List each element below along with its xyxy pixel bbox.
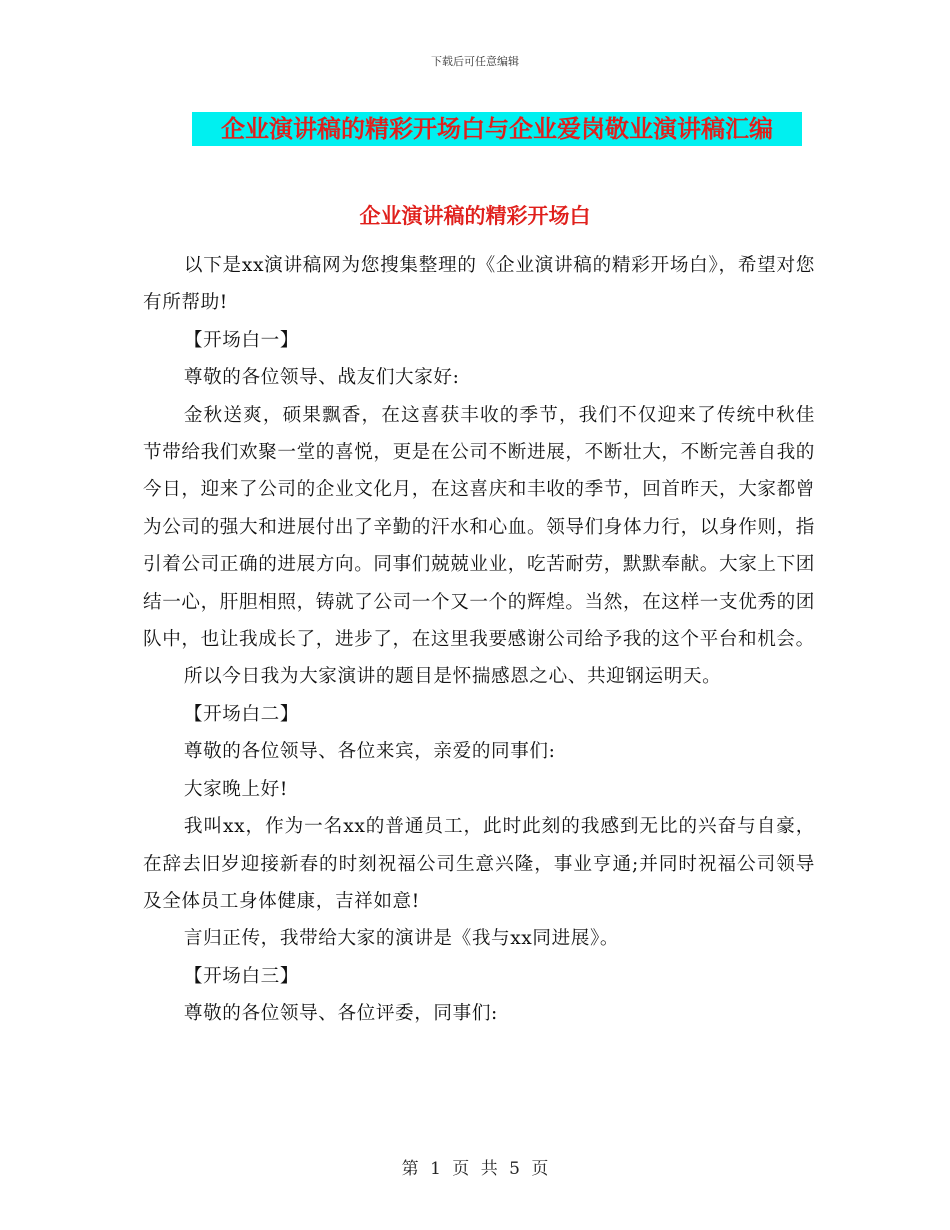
- page-footer: 第 1 页 共 5 页: [401, 1159, 549, 1179]
- body-text: [143, 247, 815, 1033]
- paragraph-topic-2: 言归正传，我带给大家的演讲是《我与xx同进展》。: [183, 928, 620, 950]
- paragraph-greeting-3: 尊敬的各位领导、各位评委，同事们:: [183, 1003, 498, 1025]
- paragraph-greeting-2: 尊敬的各位领导、各位来宾，亲爱的同事们:: [183, 741, 556, 763]
- paragraph-topic-1: 所以今日我为大家演讲的题目是怀揣感恩之心、共迎钢运明天。: [183, 666, 722, 688]
- document-title: 企业演讲稿的精彩开场白与企业爱岗敬业演讲稿汇编: [192, 112, 802, 146]
- paragraph-heading-2: 【开场白二】: [183, 703, 300, 725]
- paragraph-heading-1: 【开场白一】: [183, 329, 300, 351]
- section-title: 企业演讲稿的精彩开场白: [359, 204, 591, 228]
- paragraph-body-2: 我叫xx，作为一名xx的普通员工，此时此刻的我感到无比的兴奋与自豪，在辞去旧岁迎接新春的时刻祝福公司生意兴隆，事业亨通;并同时祝福公司领导及全体员工身体健康，吉祥如意!: [143, 816, 815, 912]
- paragraph-evening: 大家晚上好!: [183, 778, 288, 800]
- paragraph-heading-3: 【开场白三】: [183, 965, 300, 987]
- header-note: 下载后可任意编辑: [431, 55, 519, 68]
- paragraph-body-1: 金秋送爽，硕果飘香，在这喜获丰收的季节，我们不仅迎来了传统中秋佳节带给我们欢聚一堂的喜悦，更是在公司不断进展，不断壮大，不断完善自我的今日，迎来了公司的企业文化月，在这喜庆和丰收的季节，回首昨天，大家都曾为公司的强大和进展付出了辛勤的汗水和心血。领导们身体力行，以身作则，指引着公司正确的进展方向。同事们兢兢业业，吃苦耐劳，默默奉献。大家上下团结一心，肝胆相照，铸就了公司一个又一个的辉煌。当然，在这样一支优秀的团队中，也让我成长了，进步了，在这里我要感谢公司给予我的这个平台和机会。: [143, 404, 815, 651]
- paragraph-intro: 以下是xx演讲稿网为您搜集整理的《企业演讲稿的精彩开场白》，希望对您有所帮助!: [143, 255, 815, 314]
- paragraph-greeting-1: 尊敬的各位领导、战友们大家好:: [183, 367, 460, 389]
